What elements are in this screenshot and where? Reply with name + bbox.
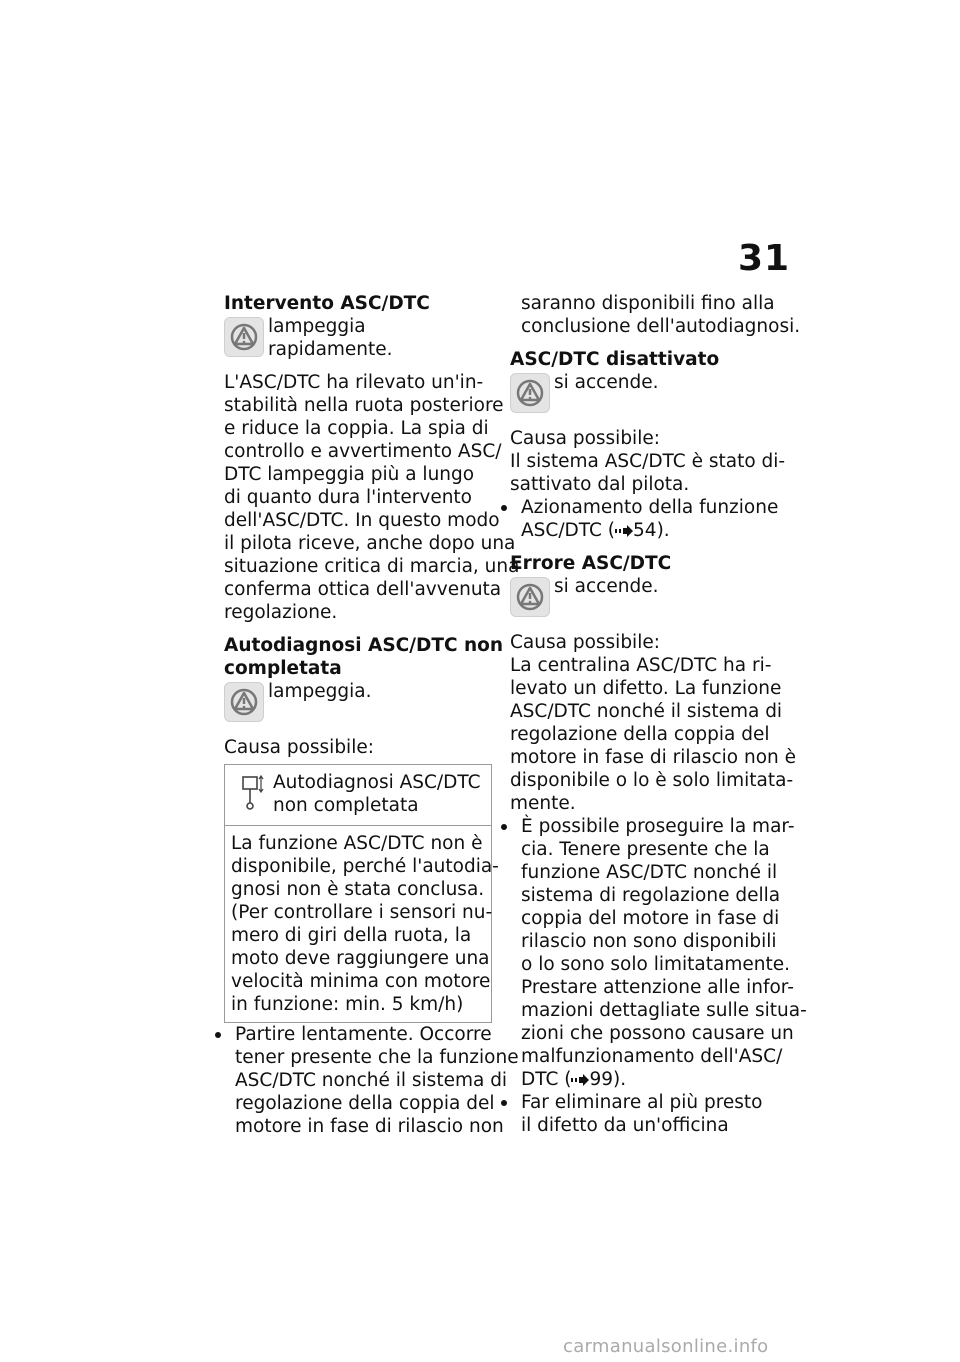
- page-reference-arrow-icon: [615, 524, 633, 538]
- bullet-item-partire: [224, 1023, 519, 1138]
- indicator-row-autodiagnosi: [224, 680, 492, 726]
- right-column: [510, 292, 807, 1137]
- bullet-dot-icon: [501, 824, 507, 830]
- engine-piston-icon: [239, 773, 265, 813]
- page-reference-number: 99).: [589, 1069, 627, 1090]
- text-line: moto deve raggiungere una: [231, 948, 490, 969]
- section-title-autodiagnosi: Autodiagnosi ASC/DTC non: [224, 635, 504, 656]
- text-line: motore in fase di rilascio non è: [510, 747, 797, 768]
- bullet-dot-icon: [501, 1100, 507, 1106]
- text-line: rilascio non sono disponibili: [521, 931, 777, 952]
- section-title-intervento: Intervento ASC/DTC: [224, 293, 430, 314]
- bullet-continuation: [510, 292, 801, 338]
- text-line: sistema di regolazione della: [521, 885, 781, 906]
- indicator-row-errore: [510, 575, 782, 621]
- text-line: regolazione della coppia del: [235, 1093, 495, 1114]
- text-line: DTC lampeggia più a lungo: [224, 464, 475, 485]
- info-box-title: Autodiagnosi ASC/DTC: [273, 772, 481, 793]
- indicator-text: lampeggia.: [268, 681, 372, 702]
- text-line: La funzione ASC/DTC non è: [231, 833, 483, 854]
- text-line: Prestare attenzione alle infor-: [521, 977, 794, 998]
- text-line: malfunzionamento dell'ASC/: [521, 1046, 783, 1067]
- text-line: conferma ottica dell'avvenuta: [224, 579, 502, 600]
- text-line: ASC/DTC nonché il sistema di: [235, 1070, 508, 1091]
- text-line: regolazione della coppia del: [510, 724, 770, 745]
- text-line: Far eliminare al più presto: [521, 1092, 763, 1113]
- text-line: motore in fase di rilascio non: [235, 1116, 504, 1137]
- text-line: il difetto da un'officina: [521, 1115, 729, 1136]
- bullet-dot-icon: [501, 505, 507, 511]
- asc-warning-icon: [224, 682, 264, 722]
- text-line: il pilota riceve, anche dopo una: [224, 533, 516, 554]
- text-line: in funzione: min. 5 km/h): [231, 994, 464, 1015]
- section-title-errore: Errore ASC/DTC: [510, 553, 672, 574]
- text-line: regolazione.: [224, 602, 338, 623]
- text-line: Il sistema ASC/DTC è stato di-: [510, 451, 786, 472]
- text-line: Partire lentamente. Occorre: [235, 1024, 492, 1045]
- indicator-row-disattivato: [510, 371, 782, 417]
- cause-label: Causa possibile:: [224, 737, 374, 758]
- bullet-item-proseguire: [510, 815, 807, 1091]
- bullet-item-officina: [510, 1091, 782, 1137]
- text-line: tener presente che la funzione: [235, 1047, 519, 1068]
- text-line: L'ASC/DTC ha rilevato un'in-: [224, 372, 484, 393]
- page-reference[interactable]: [521, 1068, 782, 1091]
- text-line: È possibile proseguire la mar-: [521, 816, 795, 837]
- text-line: Azionamento della funzione: [521, 497, 779, 518]
- cause-label: Causa possibile:: [510, 428, 660, 449]
- asc-warning-icon: [510, 577, 550, 617]
- text-line: saranno disponibili fino alla: [521, 293, 775, 314]
- text-line: La centralina ASC/DTC ha ri-: [510, 655, 772, 676]
- paragraph-intervento: [224, 371, 520, 624]
- indicator-row-intervento: [224, 315, 492, 361]
- left-column: [224, 292, 520, 1138]
- text-line: cia. Tenere presente che la: [521, 839, 770, 860]
- text-line: disponibile, perché l'autodia-: [231, 856, 499, 877]
- info-box-title-2: non completata: [273, 795, 419, 816]
- text-line: situazione critica di marcia, una: [224, 556, 520, 577]
- indicator-text: lampeggia rapidamente.: [268, 316, 393, 360]
- text-line: sattivato dal pilota.: [510, 474, 690, 495]
- text-line: o lo sono solo limitatamente.: [521, 954, 790, 975]
- bullet-dot-icon: [215, 1032, 221, 1038]
- text-line: velocità minima con motore: [231, 971, 491, 992]
- info-box-body: [225, 826, 499, 1022]
- asc-warning-icon: [510, 373, 550, 413]
- text-line: zioni che possono causare un: [521, 1023, 794, 1044]
- text-line: levato un difetto. La funzione: [510, 678, 782, 699]
- page-reference-number: 54).: [633, 520, 670, 541]
- text-line: (Per controllare i sensori nu-: [231, 902, 493, 923]
- text-line: ASC/DTC nonché il sistema di: [510, 701, 783, 722]
- section-title-disattivato: ASC/DTC disattivato: [510, 349, 720, 370]
- info-box-header: [225, 765, 491, 826]
- text-line: coppia del motore in fase di: [521, 908, 780, 929]
- info-box: [224, 764, 499, 1023]
- page-number: 31: [738, 238, 791, 279]
- text-line: e riduce la coppia. La spia di: [224, 418, 489, 439]
- page-reference[interactable]: [521, 519, 782, 542]
- text-line: mazioni dettagliate sulle situa-: [521, 1000, 807, 1021]
- text-line: di quanto dura l'intervento: [224, 487, 472, 508]
- text-line: gnosi non è stata conclusa.: [231, 879, 485, 900]
- footer-watermark: carmanualsonline.info: [563, 1336, 769, 1357]
- cause-label: Causa possibile:: [510, 632, 660, 653]
- text-line: mero di giri della ruota, la: [231, 925, 472, 946]
- section-title-autodiagnosi-2: completata: [224, 658, 342, 679]
- text-line: dell'ASC/DTC. In questo modo: [224, 510, 500, 531]
- indicator-text: si accende.: [554, 372, 659, 393]
- text-line: mente.: [510, 793, 576, 814]
- text-line: conclusione dell'autodiagnosi.: [521, 316, 801, 337]
- text-line: DTC (: [521, 1069, 572, 1090]
- text-line: disponibile o lo è solo limitata-: [510, 770, 794, 791]
- text-line: funzione ASC/DTC nonché il: [521, 862, 778, 883]
- asc-warning-icon: [224, 317, 264, 357]
- text-line: stabilità nella ruota posteriore: [224, 395, 504, 416]
- page-reference-arrow-icon: [571, 1073, 589, 1087]
- bullet-item-azionamento: [510, 496, 782, 542]
- indicator-text: si accende.: [554, 576, 659, 597]
- text-line: controllo e avvertimento ASC/: [224, 441, 502, 462]
- text-line: ASC/DTC (: [521, 520, 616, 541]
